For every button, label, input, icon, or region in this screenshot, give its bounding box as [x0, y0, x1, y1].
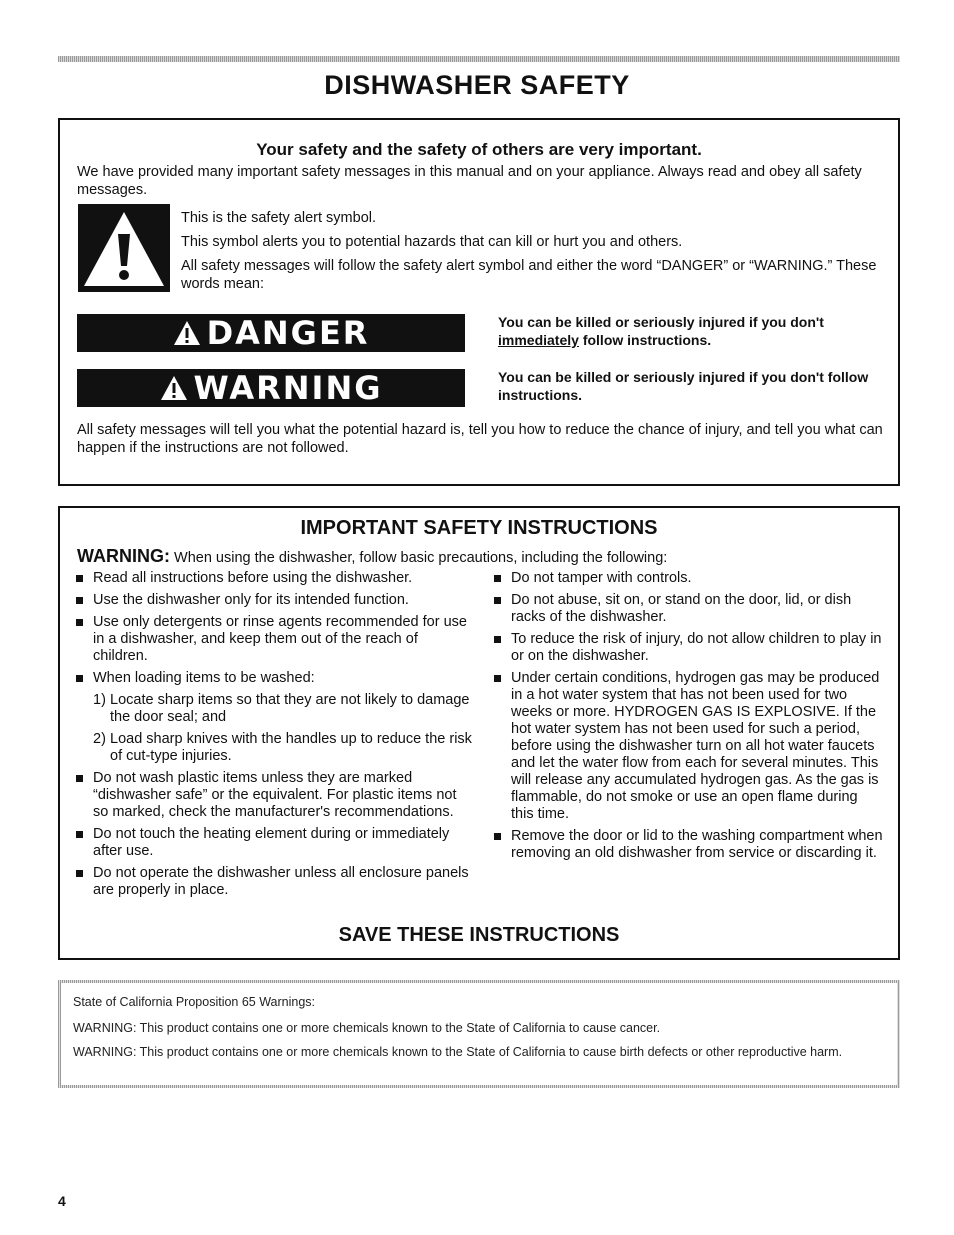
alert-line: This is the safety alert symbol. [181, 210, 377, 226]
bullet-icon [494, 675, 501, 682]
safety-alert-symbol-icon [78, 204, 170, 292]
instructions-warning: WARNING: When using the dishwasher, follow basic precautions, including the following: [77, 546, 668, 566]
page-number: 4 [58, 1193, 66, 1209]
bullet-icon [494, 575, 501, 582]
safety-subtitle: Your safety and the safety of others are very important. [256, 140, 702, 159]
prop65-warning-cancer: WARNING: This product contains one or more chemicals known to the State of California to cause cancer. [73, 1021, 661, 1035]
alert-line: All safety messages will follow the safety alert symbol and either the word “DANGER” or “WARNING.” These words mean: [181, 258, 877, 292]
instructions-right-column [492, 570, 884, 867]
bullet-icon [76, 597, 83, 604]
bullet-icon [494, 597, 501, 604]
list-item: Do not wash plastic items unless they are marked “dishwasher safe” or the equivalent. For plastic items not so marked, check the manufacturer's recommendations. [74, 770, 474, 821]
list-item: Use only detergents or rinse agents recommended for use in a dishwasher, and keep them out of the reach of children. [74, 614, 474, 665]
bullet-icon [494, 833, 501, 840]
alert-triangle-icon [173, 320, 201, 346]
bullet-icon [76, 870, 83, 877]
alert-triangle-icon [160, 375, 188, 401]
alert-line: This symbol alerts you to potential hazards that can kill or hurt you and others. [181, 234, 683, 250]
prop65-box [58, 980, 900, 1088]
warning-description: You can be killed or seriously injured if you don't follow instructions. [498, 369, 869, 403]
list-item: Do not touch the heating element during or immediately after use. [74, 826, 474, 860]
instructions-left-column [74, 570, 474, 904]
bullet-icon [76, 775, 83, 782]
list-item: Do not operate the dishwasher unless all enclosure panels are properly in place. [74, 865, 474, 899]
warning-signal-word [77, 369, 465, 407]
bullet-icon [76, 619, 83, 626]
prop65-title: State of California Proposition 65 Warnings: [73, 995, 316, 1009]
bullet-icon [494, 636, 501, 643]
list-item: Remove the door or lid to the washing compartment when removing an old dishwasher from service or discarding it. [492, 828, 884, 862]
prop65-warning-reproductive: WARNING: This product contains one or more chemicals known to the State of California to cause birth defects or other reproductive harm. [73, 1045, 843, 1059]
list-item: Do not abuse, sit on, or stand on the door, lid, or dish racks of the dishwasher. [492, 592, 884, 626]
page-title: DISHWASHER SAFETY [324, 70, 630, 100]
list-item: Read all instructions before using the dishwasher. [74, 570, 474, 587]
prop65-content [61, 983, 897, 1085]
loading-steps [74, 692, 474, 765]
list-item: Use the dishwasher only for its intended function. [74, 592, 474, 609]
danger-label: DANGER [206, 314, 370, 352]
list-item: Under certain conditions, hydrogen gas may be produced in a hot water system that has not been used for two weeks or more. HYDROGEN GAS IS EXPLOSIVE. If the hot water system has not been used for such a period, before using the dishwasher turn on all hot water faucets and let the water flow from each for several minutes. This will release any accumulated hydrogen gas. As the gas is flammable, do not smoke or use an open flame during this time. [492, 670, 884, 823]
safety-intro: We have provided many important safety messages in this manual and on your appliance. Always read and obey all safety messages. [77, 164, 862, 198]
sub-list-item: 1) Locate sharp items so that they are not likely to damage the door seal; and [93, 692, 470, 725]
top-rule [58, 56, 900, 62]
sub-list-item: 2) Load sharp knives with the handles up to reduce the risk of cut-type injuries. [93, 731, 472, 764]
alert-explanation [181, 209, 881, 299]
danger-signal-word [77, 314, 465, 352]
danger-description: You can be killed or seriously injured if you don't immediately follow instructions. [498, 314, 824, 348]
safety-outro: All safety messages will tell you what the potential hazard is, tell you how to reduce the chance of injury, and tell you what can happen if the instructions are not followed. [77, 422, 883, 456]
bullet-icon [76, 831, 83, 838]
important-instructions-box [58, 506, 900, 960]
list-item: To reduce the risk of injury, do not allow children to play in or on the dishwasher. [492, 631, 884, 665]
instructions-heading: IMPORTANT SAFETY INSTRUCTIONS [300, 517, 658, 539]
bullet-icon [76, 575, 83, 582]
list-item: Do not tamper with controls. [492, 570, 884, 587]
list-item: When loading items to be washed: [74, 670, 474, 687]
bullet-icon [76, 675, 83, 682]
save-instructions-heading: SAVE THESE INSTRUCTIONS [338, 924, 620, 946]
warning-label: WARNING [193, 369, 383, 407]
safety-message-box [58, 118, 900, 486]
